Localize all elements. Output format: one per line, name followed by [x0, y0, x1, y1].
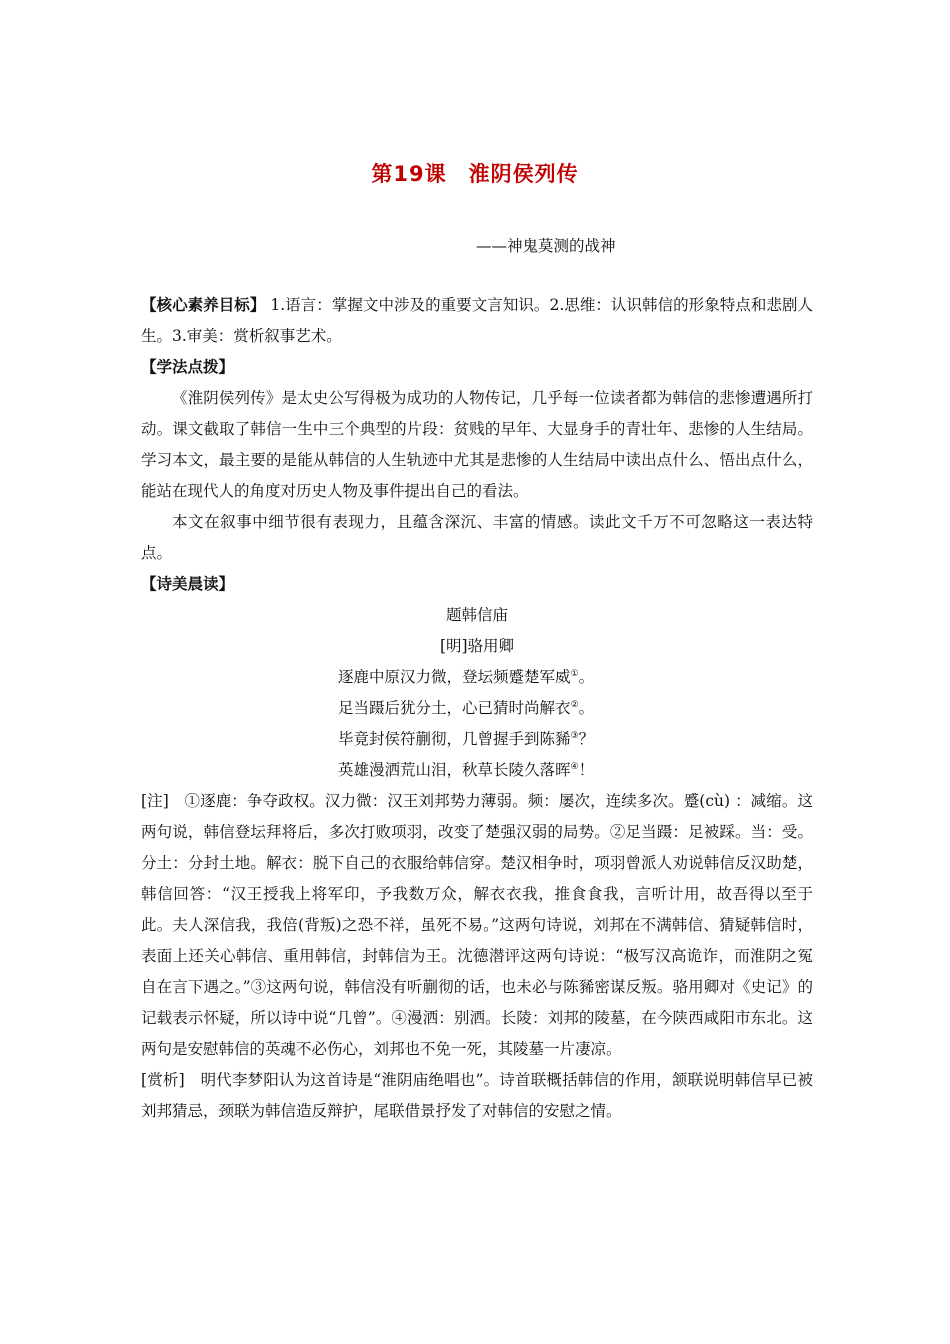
poem-appreciation [141, 1065, 813, 1127]
method-paragraph-2: 本文在叙事中细节很有表现力，且蕴含深沉、丰富的情感。读此文千万不可忽略这一表达特点。 [141, 513, 813, 562]
poem-title: 题韩信庙 [445, 606, 508, 624]
poem-line: 英雄漫洒荒山泪，秋草长陵久落晖④！ [338, 761, 595, 779]
lesson-body [141, 290, 813, 1127]
note-marker: ② [570, 699, 579, 710]
notes-text: ①逐鹿：争夺政权。汉力微：汉王刘邦势力薄弱。频：屡次，连续多次。蹙(cù) ：减缩。这两句说，韩信登坛拜将后，多次打败项羽，改变了楚强汉弱的局势。②足当蹑：足被踩。当：受。分土：分封土地。解衣：脱下自己的衣服给韩信穿。楚汉相争时，项羽曾派人劝说韩信反汉助楚，韩信回答：“汉王授我上将军印，予我数万众，解衣衣我，推食食我，言听计用，故吾得以至于此。夫人深信我，我倍(背叛)之恐不祥，虽死不易。”这两句诗说，刘邦在不满韩信、猜疑韩信时，表面上还关心韩信、重用韩信，封韩信为王。沈德潜评这两句诗说：“极写汉高诡诈，而淮阴之冤自在言下遇之。”③这两句说，韩信没有听蒯彻的话，也未必与陈豨密谋反叛。骆用卿对《史记》的记载表示怀疑，所以诗中说“几曾”。④漫洒：别洒。长陵：刘邦的陵墓，在今陕西咸阳市东北。这两句是安慰韩信的英魂不必伤心，刘邦也不免一死，其陵墓一片凄凉。 [141, 792, 813, 1058]
note-marker: ① [570, 668, 579, 679]
lesson-title: 第19课 淮阴侯列传 [371, 162, 579, 186]
note-marker: ④ [570, 761, 579, 772]
reading-label: 【诗美晨读】 [141, 575, 235, 593]
core-goals-label: 【核心素养目标】 [141, 296, 266, 314]
poem-notes [141, 786, 813, 1065]
core-goals-text: 1.语言：掌握文中涉及的重要文言知识。2.思维：认识韩信的形象特点和悲剧人生。3.审美：赏析叙事艺术。 [141, 296, 813, 345]
poem-line: 逐鹿中原汉力微，登坛频蹙楚军威①。 [338, 668, 595, 686]
appreciation-text: 明代李梦阳认为这首诗是“淮阴庙绝唱也”。诗首联概括韩信的作用，颔联说明韩信早已被刘邦猜忌，颈联为韩信造反辩护，尾联借景抒发了对韩信的安慰之情。 [141, 1071, 813, 1120]
note-marker: ③ [570, 730, 579, 741]
method-paragraph-1: 《淮阴侯列传》是太史公写得极为成功的人物传记，几乎每一位读者都为韩信的悲惨遭遇所打动。课文截取了韩信一生中三个典型的片段：贫贱的早年、大显身手的青壮年、悲惨的人生结局。学习本文，最主要的是能从韩信的人生轨迹中尤其是悲惨的人生结局中读出点什么、悟出点什么，能站在现代人的角度对历史人物及事件提出自己的看法。 [141, 389, 813, 500]
lesson-subtitle: ——神鬼莫测的战神 [476, 237, 616, 255]
appreciation-label: [赏析] [141, 1071, 185, 1089]
poem-line: 毕竟封侯符蒯彻，几曾握手到陈豨③？ [338, 730, 595, 748]
core-goals [141, 290, 813, 352]
poem-line: 足当蹑后犹分土，心已猜时尚解衣②。 [338, 699, 595, 717]
method-label: 【学法点拨】 [141, 358, 235, 376]
notes-label: [注] [141, 792, 169, 810]
poem-author: [明]骆用卿 [439, 637, 515, 655]
